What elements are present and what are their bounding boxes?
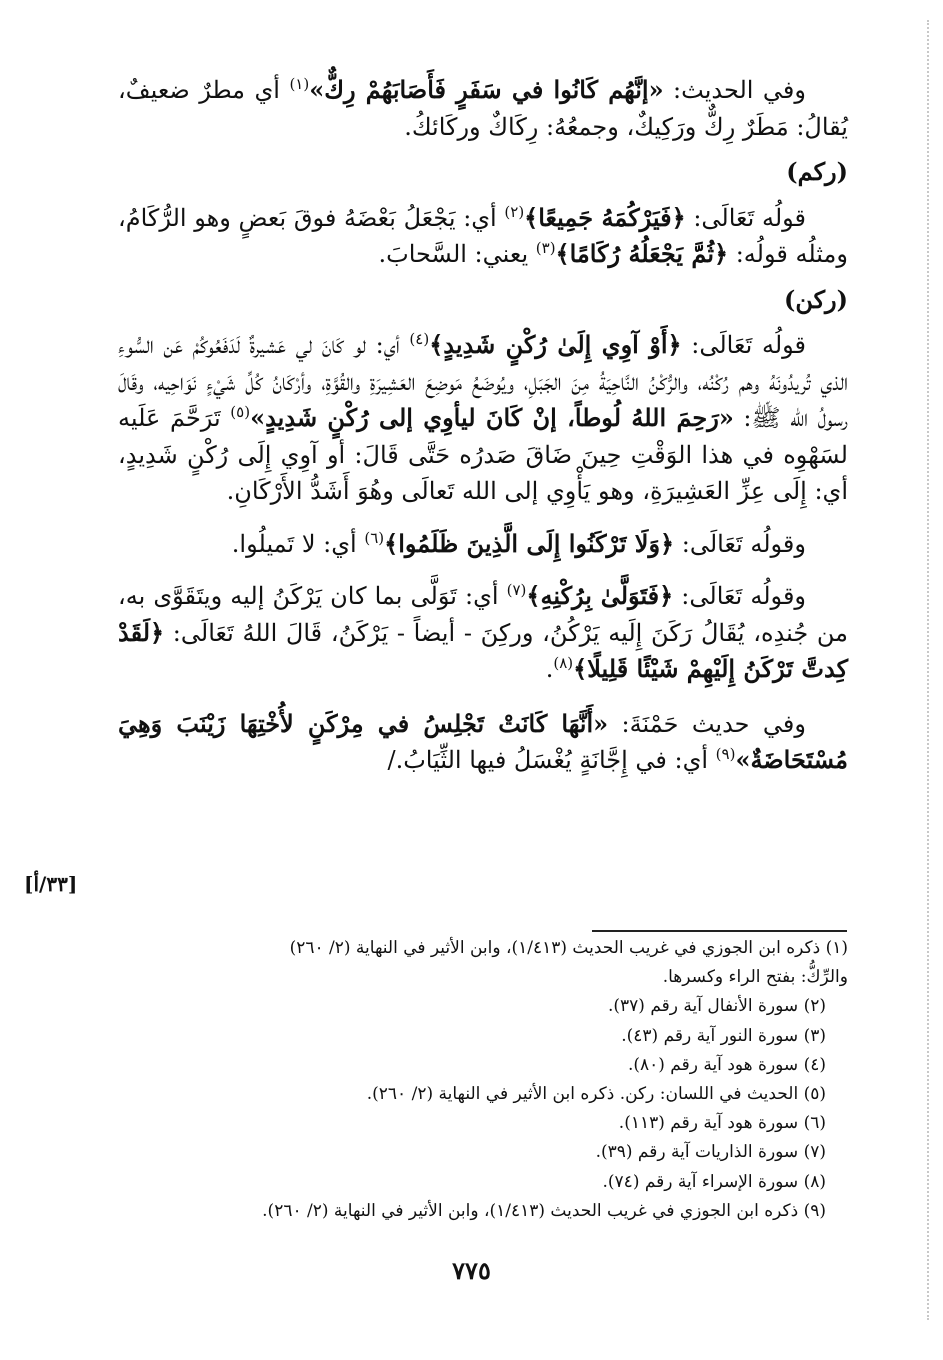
page-number: ٧٧٥	[452, 1256, 491, 1285]
entry-heading-rakm: (ركم)	[786, 157, 848, 186]
footnote-ref: (٥)	[230, 403, 251, 421]
paragraph-rakn	[118, 327, 848, 510]
body-text-run: أي: يَجْعَلُ بَعْضَهُ فوقَ بَعضٍ وهو الرُّكَامُ، ومثلُه قولُه:	[118, 203, 848, 268]
body-text-run: وقولُه تَعَالَى:	[673, 582, 807, 610]
body-text-run: قولُه تَعَالَى:	[685, 203, 806, 232]
body-text-run: وفي حديث حَمْنَةَ:	[608, 709, 806, 738]
footnote-1-continuation: والرِّكُّ: بفتح الراء وكسرها.	[662, 967, 848, 988]
quran-verse: ﴿لَقَدْ كِدتَّ تَرْكَنُ إِلَيْهِمْ شَيْئًا قَلِيلًا﴾	[118, 617, 848, 683]
footnote-ref: (١)	[289, 75, 310, 93]
main-text	[118, 72, 848, 779]
footnote-6: (٦) سورة هود آية رقم (١١٣).	[618, 1113, 826, 1134]
footnote-ref: (٦)	[364, 528, 385, 547]
body-text-run: قولُه تَعَالَى:	[681, 331, 806, 359]
footnote-3: (٣) سورة النور آية رقم (٤٣).	[621, 1025, 826, 1046]
body-text-run: أي: في إِجَّانَةٍ يُغْسَلُ فيها الثِّيَابُ./	[387, 746, 716, 774]
margin-dotted-line	[927, 20, 929, 1320]
hadith-quote: «أَنَّهَا كَانَتْ تَجْلِسُ في مِرْكَنٍ لأُخْتِهَا زَيْنَبَ وَهِيَ مُسْتَحَاضَةٌ»	[118, 708, 848, 774]
footnote-1: (١) ذكره ابن الجوزي في غريب الحديث (١/٤١٣)، وابن الأثير في النهاية (٢/ ٢٦٠)	[289, 938, 848, 958]
paragraph-rukni	[118, 578, 848, 688]
footnote-ref: (٨)	[553, 654, 574, 672]
body-text-run: وقولُه تَعَالَى:	[674, 529, 806, 558]
footnote-ref: (٤)	[409, 330, 430, 348]
body-text-run: وفي الحديث:	[663, 76, 806, 104]
footnote-5: (٥) الحديث في اللسان: ركن. ذكره ابن الأثير في النهاية (٢/ ٢٦٠).	[366, 1084, 826, 1105]
footnote-9: (٩) ذكره ابن الجوزي في غريب الحديث (١/٤١٣)، وابن الأثير في النهاية (٢/ ٢٦٠).	[262, 1200, 826, 1221]
body-text-run: أي: تَوَلَّى بما كان يَرْكَنُ إليه ويتَقَوَّى به، من جُندِه، يُقَالُ رَكَنَ إِلَيه يَرْكُنُ، وركِنَ - أيضاً - يَرْكَنُ، قَالَ اللهُ تَعَالَى:	[118, 582, 848, 647]
footnotes	[118, 934, 848, 1226]
footnote-4: (٤) سورة هود آية رقم (٨٠).	[627, 1054, 826, 1075]
quran-verse: ﴿فَيَرْكُمَهُ جَمِيعًا﴾	[524, 202, 686, 232]
footnote-7: (٧) سورة الذاريات آية رقم (٣٩).	[595, 1142, 826, 1163]
hadith-quote: «رَحِمَ اللهُ لُوطاً، إنْ كَانَ ليأوِي إلى رُكْنٍ شَدِيدٍ»	[250, 403, 734, 432]
body-text-run: .	[545, 655, 554, 683]
footnote-ref: (٢)	[504, 202, 525, 221]
entry-heading-rakn: (ركن)	[784, 284, 848, 314]
footnote-ref: (٣)	[535, 239, 556, 257]
quran-verse: ﴿ثُمَّ يَجْعَلُهُ رُكَامًا﴾	[555, 239, 729, 268]
body-text-run: أي مطرٌ ضعيفٌ، يُقالُ: مَطَرٌ رِكٌّ ورَكِيكٌ، وجمعُهُ: رِكَاكٌ وركَائكُ.	[118, 76, 848, 141]
paragraph-tarkanu	[118, 526, 848, 563]
quran-verse: ﴿وَلَا تَرْكَنُوا إِلَى الَّذِينَ ظَلَمُوا﴾	[384, 528, 675, 558]
manuscript-folio-marker: [٣٣/أ]	[24, 872, 78, 896]
hadith-quote: «إنَّهُم كَانُوا في سَفَرٍ فَأَصَابَهُمْ رِكٌّ»	[309, 75, 664, 104]
body-text-run: تَرَحَّمَ عَلَيه لسَهْوِه في هذا الوَقْتِ حِينَ ضَاقَ صَدرُه حَتَّى قَالَ: أو آوِي إِلَى رُكْنٍ شَدِيدٍ، أي: إِلَى عِزِّ العَشِيرَةِ، وهو يَأْوِي إلى الله تَعالَى وهُوَ أَشَدُّ الأَرْكَانِ.	[118, 404, 848, 505]
paragraph-rakm	[118, 200, 848, 273]
body-text-run: أي: لو كَانَ لي عَشيرةٌ لَدَفَعُوكُمْ عَن السُّوءِ الذي تُريدُونَهُ وهم رُكْنُه، والرُّكْنُ النَّاحِيَةُ مِنَ الجَبَلِ، ويُوضَعُ مَوضِعَ العَشِيرَةِ والقُوَّةِ، وأرْكَانُ كُلِّ شَيْءٍ نَوَاحِيه، وقَالَ رسولُ الله ﷺ:	[118, 331, 848, 432]
quran-verse: ﴿فَتَوَلَّىٰ بِرُكْنِهِ﴾	[526, 581, 674, 610]
body-text-run: أي: لا تَميلُوا.	[231, 529, 365, 558]
quran-verse: ﴿أَوْ آوِي إِلَىٰ رُكْنٍ شَدِيدٍ﴾	[429, 330, 682, 359]
footnote-ref: (٩)	[715, 745, 736, 763]
footnote-8: (٨) سورة الإسراء آية رقم (٧٤).	[602, 1171, 826, 1192]
paragraph-rak-hadith	[118, 72, 848, 145]
body-text-run: يعني: السَّحابَ.	[378, 240, 536, 268]
paragraph-hamna-hadith	[118, 706, 848, 779]
footnote-separator	[592, 930, 847, 932]
footnote-ref: (٧)	[506, 581, 527, 599]
footnote-2: (٢) سورة الأنفال آية رقم (٣٧).	[607, 996, 826, 1017]
